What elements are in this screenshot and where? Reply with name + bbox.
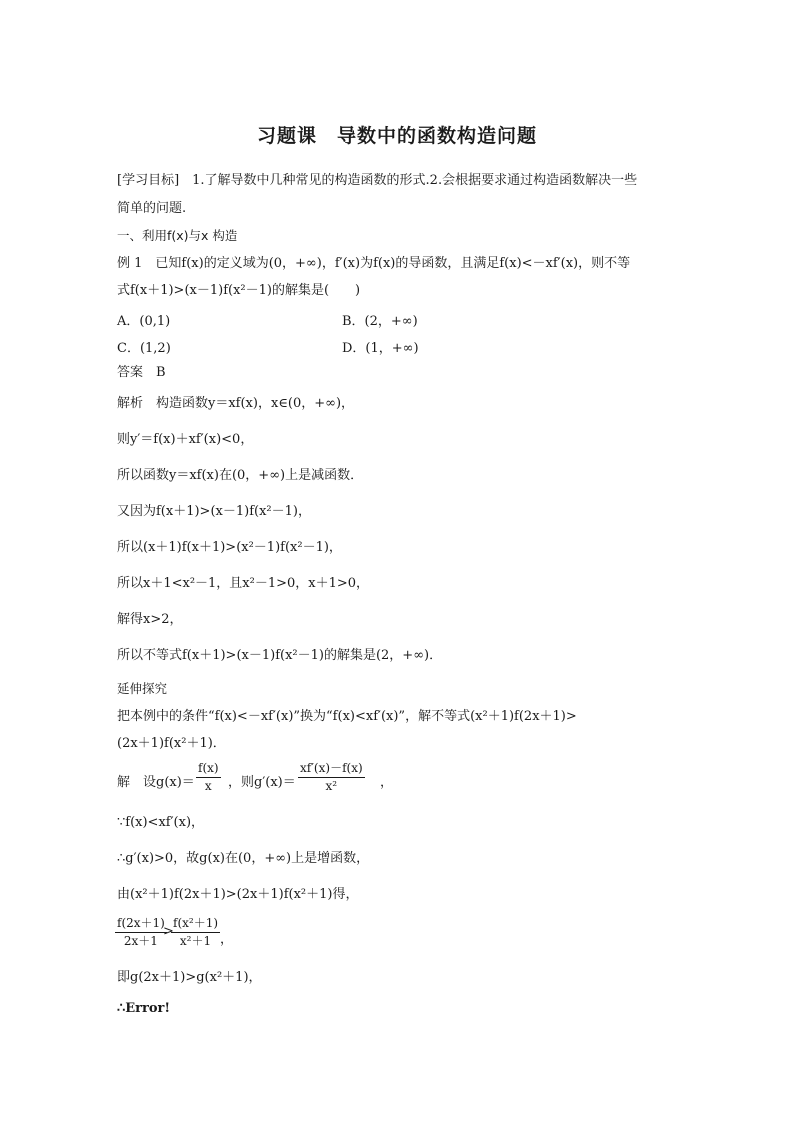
solution-line-6: 所以x＋1<x²－1，且x²－1>0，x＋1>0， xyxy=(117,576,370,591)
fraction-numerator: f(x²＋1) xyxy=(171,916,220,933)
objectives-line-1: [学习目标] 1.了解导数中几种常见的构造函数的形式.2.会根据要求通过构造函数解决一些 xyxy=(117,173,638,188)
solution-line-2: 则y′＝f(x)＋xf′(x)<0， xyxy=(117,432,254,447)
fraction-denominator: x² xyxy=(325,779,338,793)
section-heading: 一、利用f(x)与x 构造 xyxy=(117,228,238,243)
solution-line-3: 所以函数y＝xf(x)在(0，+∞)上是减函数． xyxy=(117,468,364,483)
solution-line-7: 解得x>2， xyxy=(117,612,183,627)
option-a: A．(0,1) xyxy=(117,314,171,329)
fraction-numerator: f(x) xyxy=(196,761,221,778)
option-d: D．(1，+∞) xyxy=(342,341,419,356)
fraction-denominator: x xyxy=(204,779,212,793)
extension-heading: 延伸探究 xyxy=(117,681,168,696)
option-b: B．(2，+∞) xyxy=(342,314,418,329)
solution-line-8: 所以不等式f(x＋1)>(x－1)f(x²－1)的解集是(2，+∞)． xyxy=(117,648,443,663)
extension-line-2: (2x＋1)f(x²＋1)． xyxy=(117,736,226,751)
ext-solution-line-8: 即g(2x＋1)>g(x²＋1)， xyxy=(117,970,262,985)
fraction-left xyxy=(115,916,167,949)
objectives-line-2: 简单的问题. xyxy=(117,201,187,216)
fraction-numerator: f(2x＋1) xyxy=(115,916,167,933)
ext-solution-suffix: ， xyxy=(380,775,394,790)
extension-line-1: 把本例中的条件“f(x)<－xf′(x)”换为“f(x)<xf′(x)”，解不等式(x²＋1)f(2x＋1)> xyxy=(117,709,577,724)
greater-than-sign: > xyxy=(163,924,174,939)
solution-line-4: 又因为f(x＋1)>(x－1)f(x²－1)， xyxy=(117,504,311,519)
fraction-denominator: 2x＋1 xyxy=(123,934,158,948)
example-line-2: 式f(x＋1)>(x－1)f(x²－1)的解集是( ) xyxy=(117,283,361,298)
fraction-denominator: x²＋1 xyxy=(179,934,212,948)
example-line-1: 例 1 已知f(x)的定义域为(0，+∞)，f′(x)为f(x)的导函数，且满足f(x)<－xf′(x)，则不等 xyxy=(117,256,631,271)
ext-solution-line-4: ∵f(x)<xf′(x)， xyxy=(117,815,205,830)
solution-line-5: 所以(x＋1)f(x＋1)>(x²－1)f(x²－1)， xyxy=(117,540,342,555)
solution-line-1: 解析 构造函数y＝xf(x)，x∈(0，+∞)， xyxy=(117,396,355,411)
answer-line: 答案 B xyxy=(117,365,166,380)
fraction-right xyxy=(171,916,220,949)
ext-solution-mid: ，则g′(x)＝ xyxy=(228,775,296,790)
fraction-line-comma: ， xyxy=(220,932,234,947)
fraction-fx-over-x xyxy=(196,761,221,794)
ext-solution-prefix: 解 设g(x)＝ xyxy=(117,775,195,790)
ext-solution-line-6: 由(x²＋1)f(2x＋1)>(2x＋1)f(x²＋1)得， xyxy=(117,887,359,902)
page-title: 习题课 导数中的函数构造问题 xyxy=(256,125,537,147)
fraction-derivative-g xyxy=(298,761,365,794)
fraction-numerator: xf′(x)－f(x) xyxy=(298,761,365,778)
option-c: C．(1,2) xyxy=(117,341,171,356)
ext-solution-line-5: ∴g′(x)>0，故g(x)在(0，+∞)上是增函数， xyxy=(117,851,370,866)
ext-solution-line-9: ∴Error! xyxy=(117,1001,171,1016)
